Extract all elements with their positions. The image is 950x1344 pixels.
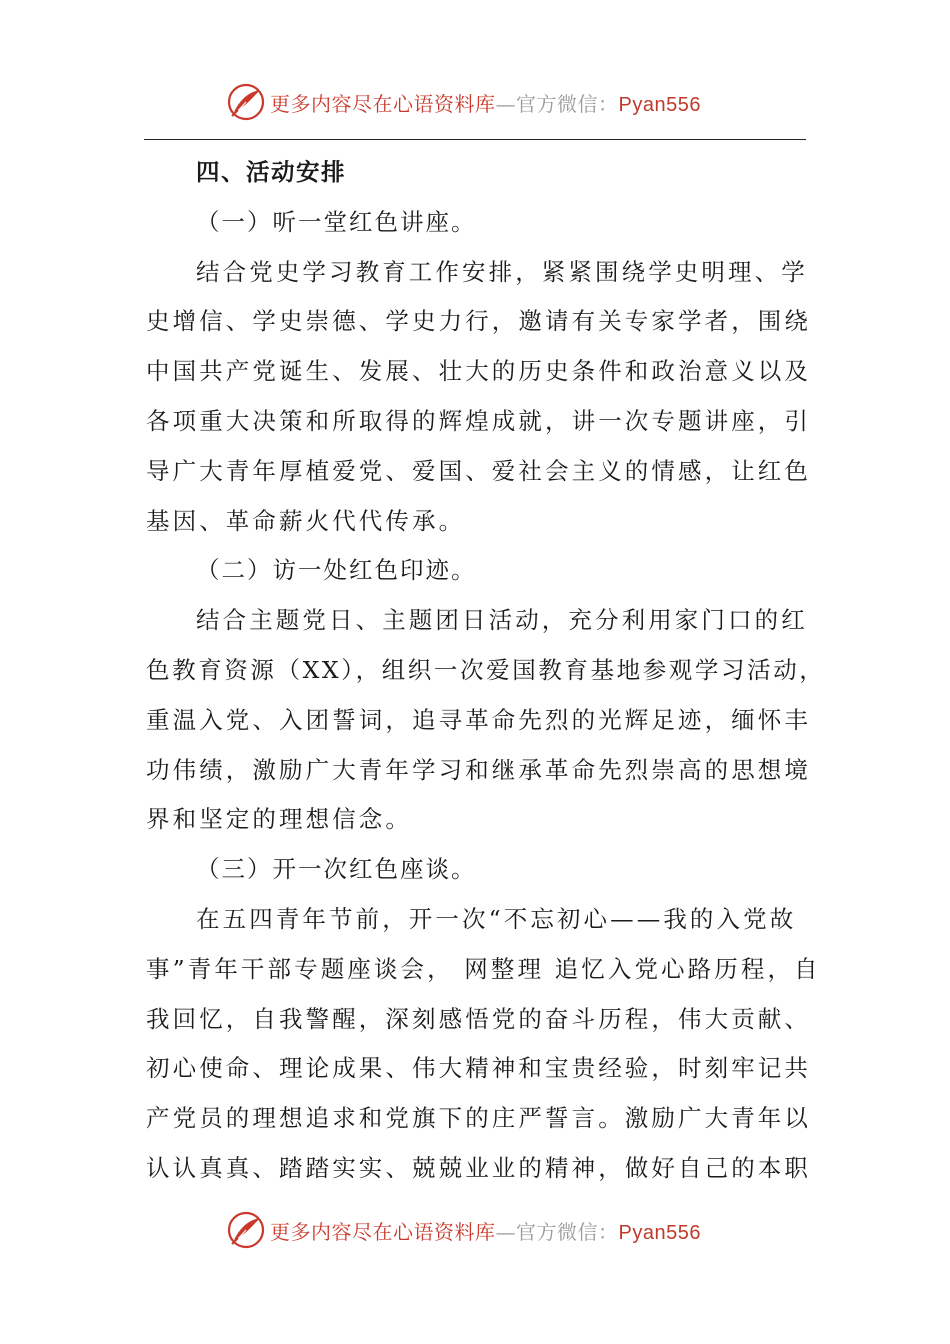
paragraph-line: 史增信、学史崇德、学史力行，邀请有关专家学者，围绕 xyxy=(146,307,811,336)
header-watermark xyxy=(226,80,701,124)
quill-logo-icon xyxy=(226,1210,266,1250)
paragraph-line: 认认真真、踏踏实实、兢兢业业的精神，做好自己的本职 xyxy=(146,1153,811,1182)
banner-wechat-label: —官方微信： xyxy=(495,1219,619,1244)
item2-heading: （二）访一处红色印迹。 xyxy=(196,556,477,585)
paragraph-line: 导广大青年厚植爱党、爱国、爱社会主义的情感，让红色 xyxy=(146,456,811,485)
banner-wechat-id: Pyan556 xyxy=(618,93,701,116)
paragraph-line: 色教育资源（XX），组织一次爱国教育基地参观学习活动， xyxy=(146,655,826,684)
paragraph-line: 基因、革命薪火代代传承。 xyxy=(146,506,466,535)
header-divider xyxy=(144,139,806,140)
paragraph-line: 事”青年干部专题座谈会， 网整理 追忆入党心路历程，自 xyxy=(146,954,821,983)
footer-watermark xyxy=(226,1208,701,1252)
section-heading: 四、活动安排 xyxy=(196,158,346,186)
banner-wechat-id: Pyan556 xyxy=(618,1221,701,1244)
paragraph-line: 界和坚定的理想信念。 xyxy=(146,805,412,834)
banner-wechat-label: —官方微信： xyxy=(495,91,619,116)
paragraph-line: 结合党史学习教育工作安排，紧紧围绕学史明理、学 xyxy=(196,257,808,286)
paragraph-line: 重温入党、入团誓词，追寻革命先烈的光辉足迹，缅怀丰 xyxy=(146,705,811,734)
quill-logo-icon xyxy=(226,82,266,122)
document-body xyxy=(146,148,826,1194)
paragraph-line: 各项重大决策和所取得的辉煌成就，讲一次专题讲座，引 xyxy=(146,406,811,435)
paragraph-line: 初心使命、理论成果、伟大精神和宝贵经验，时刻牢记共 xyxy=(146,1054,811,1083)
banner-title: 更多内容尽在心语资料库 xyxy=(270,1219,496,1244)
item1-heading: （一）听一堂红色讲座。 xyxy=(196,207,477,236)
paragraph-line: 我回忆，自我警醒，深刻感悟党的奋斗历程，伟大贡献、 xyxy=(146,1004,811,1033)
paragraph-line: 结合主题党日、主题团日活动，充分利用家门口的红 xyxy=(196,606,808,635)
paragraph-line: 在五四青年节前，开一次“不忘初心——我的入党故 xyxy=(196,904,797,933)
paragraph-line: 产党员的理想追求和党旗下的庄严誓言。激励广大青年以 xyxy=(146,1104,811,1133)
paragraph-line: 中国共产党诞生、发展、壮大的历史条件和政治意义以及 xyxy=(146,357,811,386)
paragraph-line: 功伟绩，激励广大青年学习和继承革命先烈崇高的思想境 xyxy=(146,755,811,784)
banner-title: 更多内容尽在心语资料库 xyxy=(270,91,496,116)
item3-heading: （三）开一次红色座谈。 xyxy=(196,855,477,884)
